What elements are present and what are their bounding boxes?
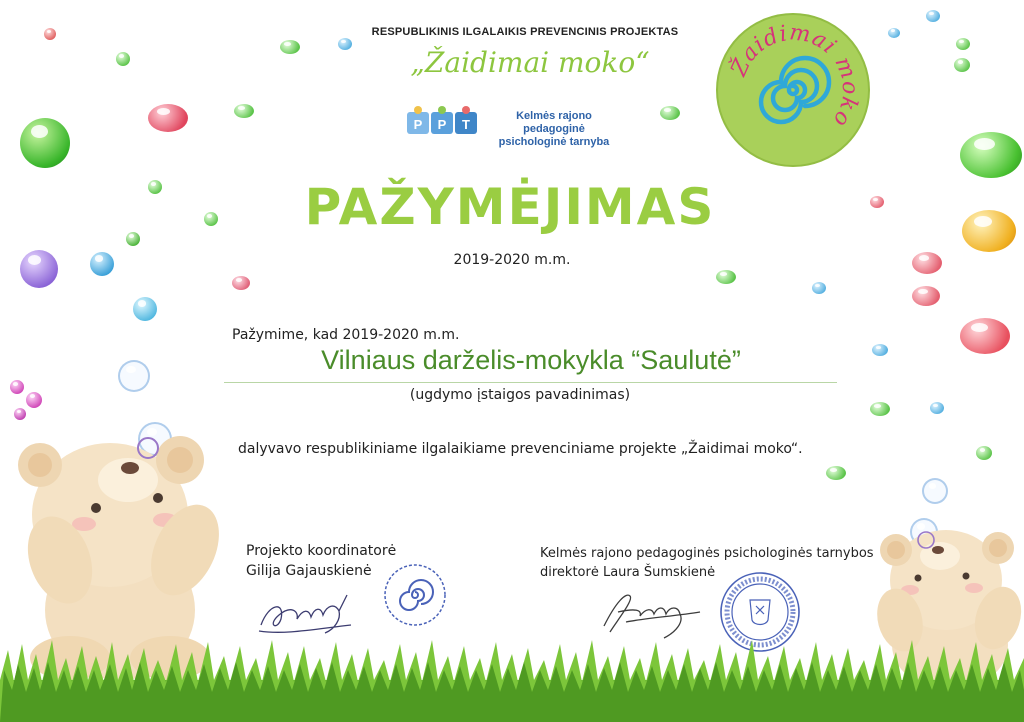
bubble-small-green-3 (126, 232, 140, 246)
bubble-small-green-2 (148, 180, 162, 194)
zaidimai-moko-logo (715, 12, 871, 168)
bubble-small-blue-2 (812, 282, 826, 294)
bubble-small-green-4 (204, 212, 218, 226)
ppt-name (484, 110, 624, 149)
ppt-name-line1: Kelmės rajono pedagoginė (516, 110, 592, 135)
bubble-small-green-11 (956, 38, 970, 50)
bubble-blue (90, 252, 114, 276)
bubble-small-green-7 (660, 106, 680, 120)
certificate-title: PAŽYMĖJIMAS (304, 178, 716, 236)
bubble-small-red-2 (232, 276, 250, 290)
bubble-small-blue-4 (888, 28, 900, 38)
ppt-puzzle-logo (405, 104, 479, 138)
organizer-heading: RESPUBLIKINIS ILGALAIKIS PREVENCINIS PROJEKTAS (371, 26, 679, 38)
coordinator-name: Gilija Gajauskienė (246, 563, 372, 579)
bubble-small-blue-3 (926, 10, 940, 22)
director-block (540, 544, 874, 582)
bubble-red-right (960, 318, 1010, 354)
zaidimai-moko-stamp-icon (380, 560, 450, 630)
bubble-small-green-12 (870, 402, 890, 416)
ppt-letter-3: T (462, 117, 470, 132)
coordinator-role: Projekto koordinatorė (246, 543, 397, 559)
bubble-small-green-6 (280, 40, 300, 54)
bubble-small-blue-6 (930, 402, 944, 414)
ppt-name-line2: psichologinė tarnyba (498, 136, 610, 148)
bubble-clear-2 (922, 478, 948, 504)
bubble-small-blue-5 (872, 344, 888, 356)
bubble-green-right (960, 132, 1022, 178)
institution-caption: (ugdymo įstaigos pavadinimas) (409, 387, 631, 403)
ppt-letter-2: P (437, 117, 447, 132)
bubble-orange (962, 210, 1016, 252)
coordinator-signature (255, 585, 360, 640)
bubble-small-green-13 (976, 446, 992, 460)
certificate-intro: Pažymime, kad 2019-2020 m.m. (232, 327, 460, 343)
bubble-small-red-3 (870, 196, 884, 208)
bubble-red (148, 104, 188, 132)
bubble-small-green-5 (234, 104, 254, 118)
project-name: „Žaidimai moko“ (410, 46, 650, 79)
bubble-small-green (116, 52, 130, 66)
bubble-pink-3 (14, 408, 26, 420)
bubble-pink-2 (26, 392, 42, 408)
director-name: direktorė Laura Šumskienė (540, 565, 716, 580)
director-signature (596, 582, 706, 642)
bubble-red-right-3 (912, 286, 940, 306)
logo-text: Žaidimai moko (726, 20, 863, 132)
bubble-blue-2 (133, 297, 157, 321)
bubble-clear (118, 360, 150, 392)
participation-statement: dalyvavo respublikiniame ilgalaikiame prevenciniame projekte „Žaidimai moko“. (238, 441, 803, 457)
bubble-purple (20, 250, 58, 288)
bubble-small-green-8 (716, 270, 736, 284)
bubble-green-large (20, 118, 70, 168)
school-year: 2019-2020 m.m. (453, 252, 571, 268)
bubble-pink (10, 380, 24, 394)
bubble-small-red (44, 28, 56, 40)
ppt-letter-1: P (413, 117, 423, 132)
bubble-small-green-9 (826, 466, 846, 480)
bubble-small-green-10 (954, 58, 970, 72)
grass-border (0, 640, 1024, 722)
bubble-red-right-2 (912, 252, 942, 274)
institution-underline (224, 382, 837, 383)
coordinator-block (246, 541, 396, 581)
director-role: Kelmės rajono pedagoginės psichologinės tarnybos (540, 546, 874, 561)
institution-name: Vilniaus darželis-mokykla “Saulutė” (321, 345, 741, 375)
